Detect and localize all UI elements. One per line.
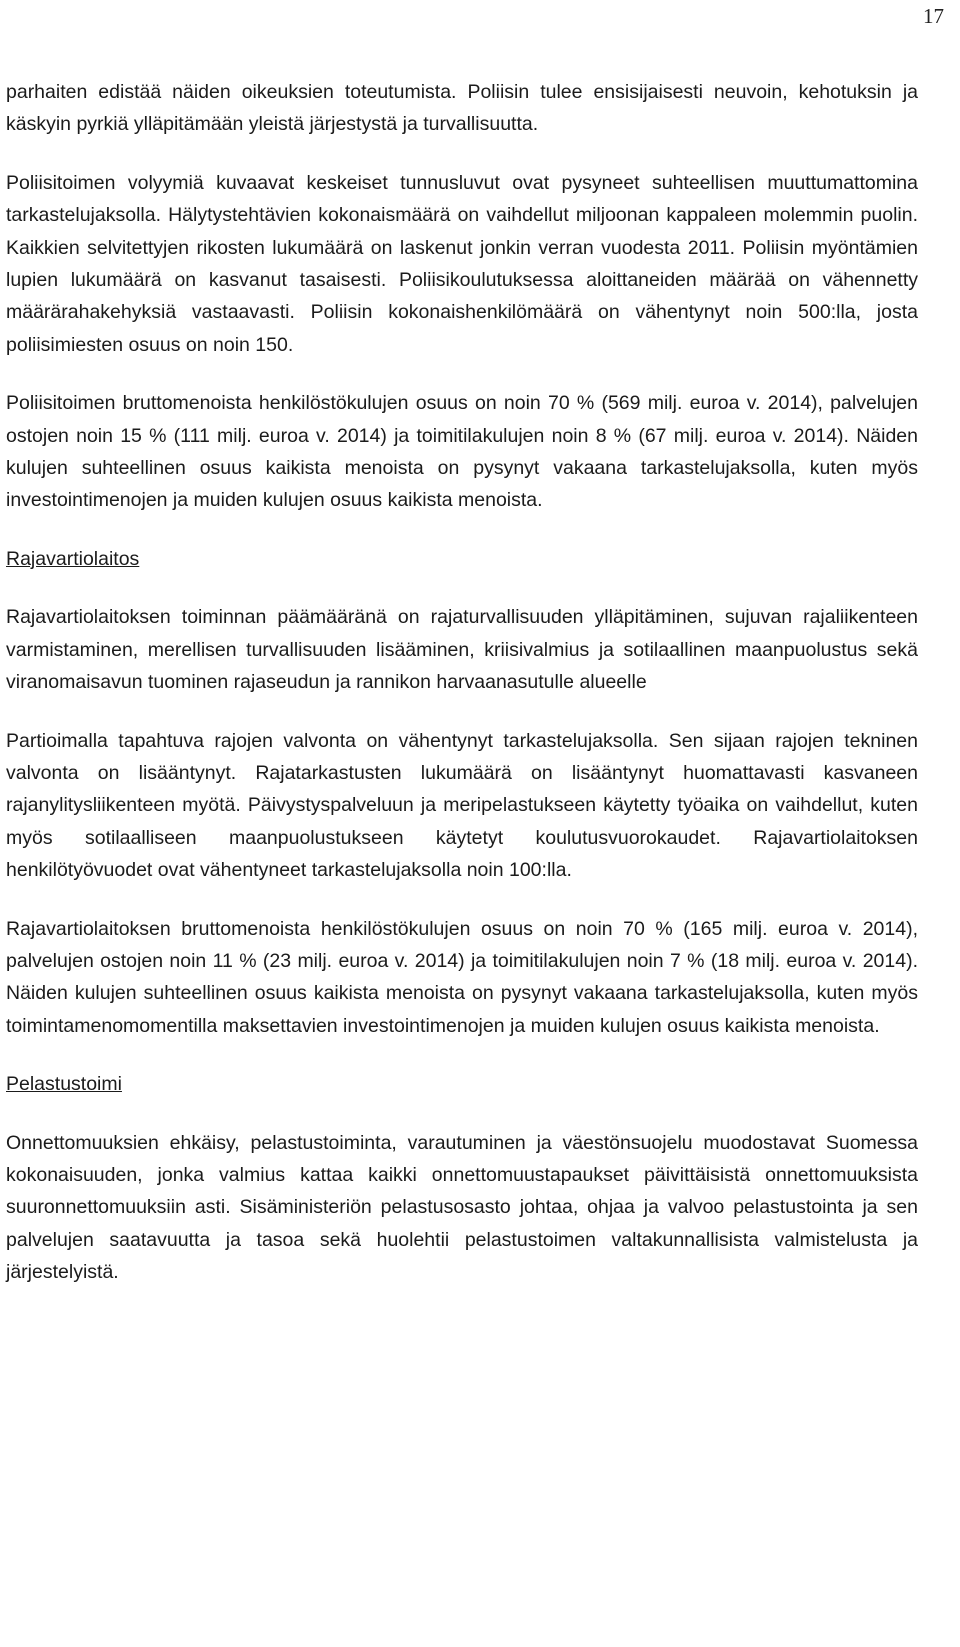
paragraph-intro-1: parhaiten edistää näiden oikeuksien toteutumista. Poliisin tulee ensisijaisesti neuvoin, kehotuksin ja käskyin pyrkiä ylläpitämään yleistä järjestystä ja turvallisuutta.: [6, 81, 918, 136]
paragraph-rajavartiolaitos-3: Rajavartiolaitoksen bruttomenoista henkilöstökulujen osuus on noin 70 % (165 milj. euroa v. 2014), palvelujen ostojen noin 11 % (23 milj. euroa v. 2014) ja toimitilakulujen noin 7 % (18 milj. euroa v. 2014). Näiden kulujen suhteellinen osuus kaikista menoista on pysynyt vakaana tarkastelujaksolla, kuten myös toimintamenomomentilla maksettavien investointimenojen ja muiden kulujen osuus kaikista menoista.: [6, 917, 918, 1037]
paragraph-pelastustoimi-1: Onnettomuuksien ehkäisy, pelastustoiminta, varautuminen ja väestönsuojelu muodostavat Suomessa kokonaisuuden, jonka valmius kattaa kaikki onnettomuustapaukset päivittäisistä onnettomuuksista suuronnettomuuksiin asti. Sisäministeriön pelastusosasto johtaa, ohjaa ja valvoo pelastustointa ja sen palvelujen saatavuutta ja tasoa sekä huolehtii pelastustoimen valtakunnallisista valmistelusta ja järjestelyistä.: [6, 1131, 918, 1284]
document-body: [6, 76, 918, 1315]
section-heading-pelastustoimi: Pelastustoimi: [6, 1073, 122, 1096]
paragraph-intro-3: Poliisitoimen bruttomenoista henkilöstökulujen osuus on noin 70 % (569 milj. euroa v. 2014), palvelujen ostojen noin 15 % (111 milj. euroa v. 2014) ja toimitilakulujen noin 8 % (67 milj. euroa v. 2014). Näiden kulujen suhteellinen osuus kaikista menoista on pysynyt vakaana tarkastelujaksolla, kuten myös investointimenojen ja muiden kulujen osuus kaikista menoista.: [6, 392, 918, 512]
paragraph-rajavartiolaitos-2: Partioimalla tapahtuva rajojen valvonta on vähentynyt tarkastelujaksolla. Sen sijaan rajojen tekninen valvonta on lisääntynyt. Rajatarkastusten lukumäärä on lisääntynyt huomattavasti kasvaneen rajanylitysliikenteen myötä. Päivystyspalveluun ja meripelastukseen käytetty työaika on vaihdellut, kuten myös sotilaalliseen maanpuolustukseen käytetyt koulutusvuorokaudet. Rajavartiolaitoksen henkilötyövuodet ovat vähentyneet tarkastelujaksolla noin 100:lla.: [6, 729, 918, 882]
section-heading-rajavartiolaitos: Rajavartiolaitos: [6, 547, 140, 570]
page-number: 17: [923, 4, 944, 28]
paragraph-intro-2: Poliisitoimen volyymiä kuvaavat keskeiset tunnusluvut ovat pysyneet suhteellisen muuttumattomina tarkastelujaksolla. Hälytystehtävien kokonaismäärä on vaihdellut miljoonan kappaleen molemmin puolin. Kaikkien selvitettyjen rikosten lukumäärä on laskenut jonkin verran vuodesta 2011. Poliisin myöntämien lupien lukumäärä on kasvanut tasaisesti. Poliisikoulutuksessa aloittaneiden määrää on vähennetty määrärahakehyksiä vastaavasti. Poliisin kokonaishenkilömäärä on vähentynyt noin 500:lla, josta poliisimiesten osuus on noin 150.: [6, 171, 918, 356]
paragraph-rajavartiolaitos-1: Rajavartiolaitoksen toiminnan päämääränä on rajaturvallisuuden ylläpitäminen, sujuvan rajaliikenteen varmistaminen, merellisen turvallisuuden lisääminen, kriisivalmius ja sotilaallinen maanpuolustus sekä viranomaisavun tuominen rajaseudun ja rannikon harvaanasutulle alueelle: [6, 606, 918, 694]
